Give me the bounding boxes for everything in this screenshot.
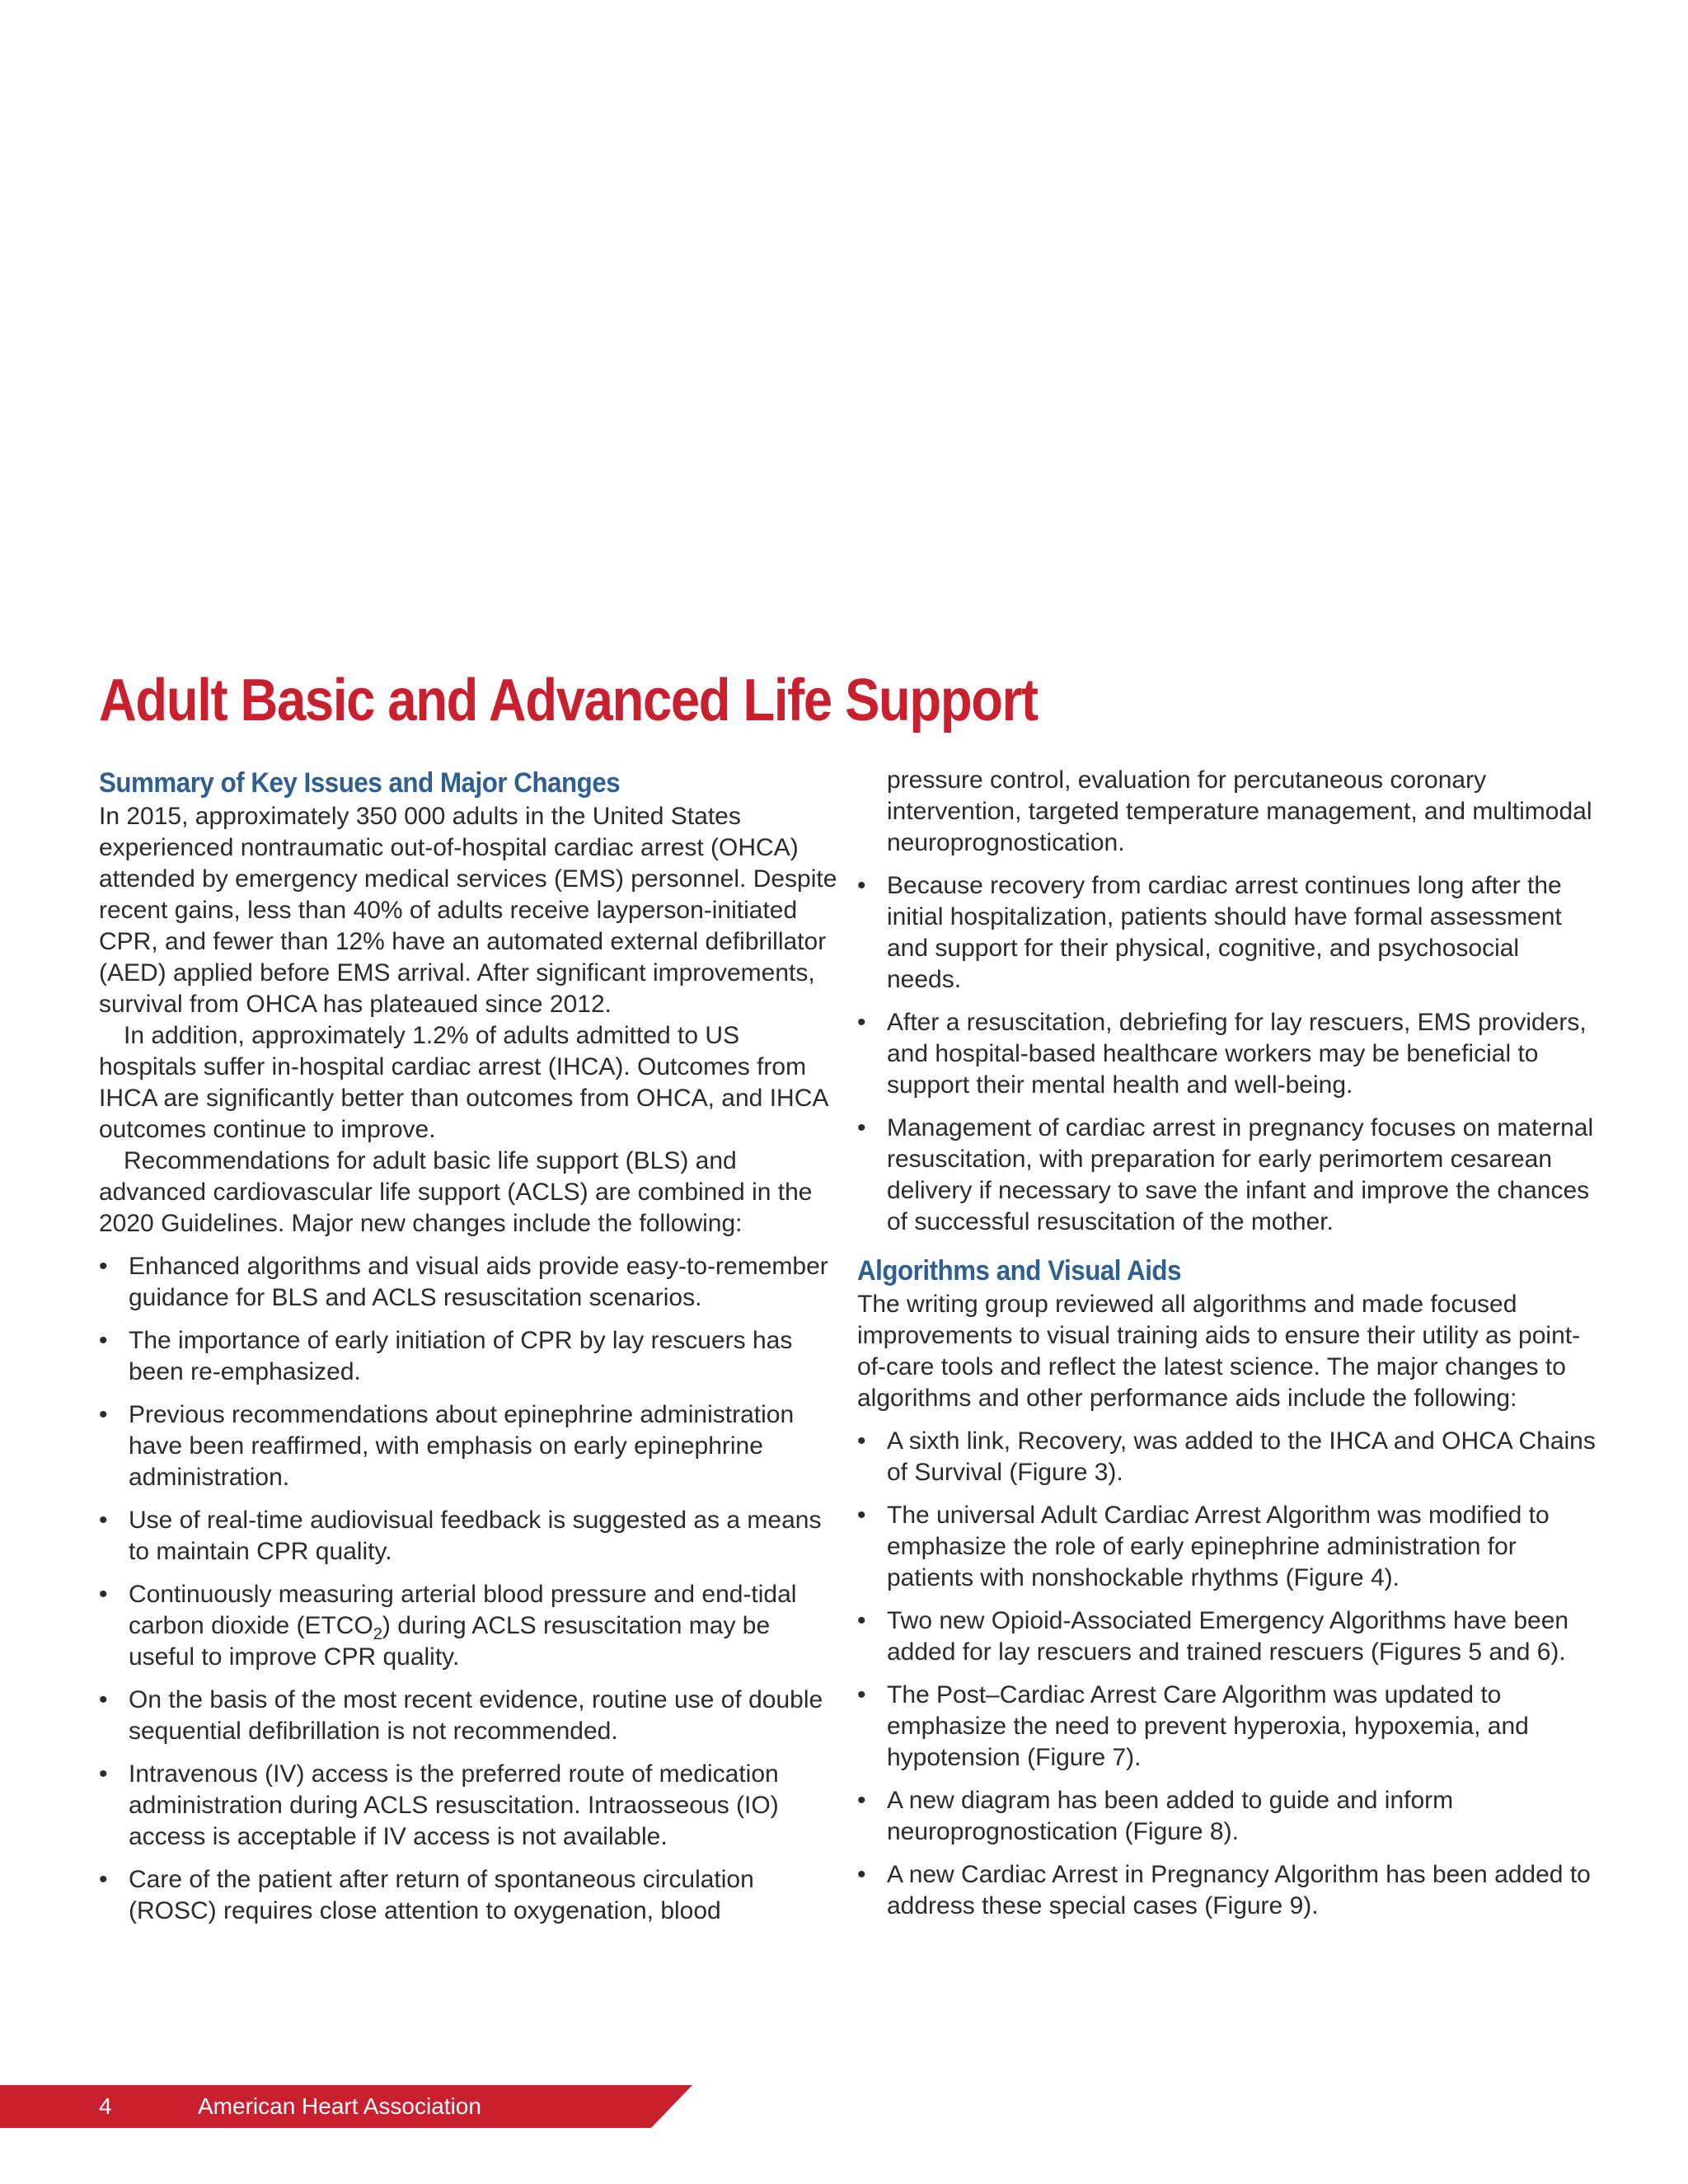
bullet-icon: • — [857, 1607, 866, 1634]
bullet-icon: • — [99, 1401, 108, 1428]
list-item: • Care of the patient after return of spontaneous circulation (ROSC) requires close attention to oxygenation, blood — [99, 1866, 754, 1924]
bullet-icon: • — [857, 1861, 866, 1888]
bullet-icon: • — [99, 1581, 108, 1608]
list-item: • On the basis of the most recent evidence, routine use of double sequential defibrillation is not recommended. — [99, 1686, 823, 1745]
list-item: • The universal Adult Cardiac Arrest Algorithm was modified to emphasize the role of early epinephrine administration for patients with nonshockable rhythms (Figure 4). — [857, 1502, 1550, 1591]
bullet-icon: • — [857, 1502, 866, 1529]
bullet-icon: • — [99, 1327, 108, 1354]
list-item-continued: pressure control, evaluation for percutaneous coronary intervention, targeted temperature management, and multimodal neuroprognostication. — [887, 766, 1592, 856]
list-item: • A new Cardiac Arrest in Pregnancy Algorithm has been added to address these special cases (Figure 9). — [857, 1861, 1591, 1919]
list-item: • Intravenous (IV) access is the preferred route of medication administration during ACLS resuscitation. Intraosseous (IO) access is acceptable if IV access is not available. — [99, 1760, 779, 1850]
list-item: • Enhanced algorithms and visual aids provide easy-to-remember guidance for BLS and ACLS resuscitation scenarios. — [99, 1253, 828, 1311]
list-item: • After a resuscitation, debriefing for lay rescuers, EMS providers, and hospital-based healthcare workers may be beneficial to support their mental health and well-being. — [857, 1009, 1587, 1099]
bullet-icon: • — [857, 1114, 866, 1141]
list-item: • The importance of early initiation of CPR by lay rescuers has been re-emphasized. — [99, 1327, 793, 1385]
bullet-icon: • — [857, 1681, 866, 1708]
page-title: Adult Basic and Advanced Life Support — [99, 668, 1038, 733]
list-item: • Management of cardiac arrest in pregnancy focuses on maternal resuscitation, with preparation for early perimortem cesarean delivery if necessary to save the infant and improve the chances of successful resuscitation of the mother. — [857, 1114, 1594, 1235]
ihca-paragraph: In addition, approximately 1.2% of adults admitted to US hospitals suffer in-hospital cardiac arrest (IHCA). Outcomes from IHCA are significantly better than outcomes from OHCA, and IHCA outcomes continue to improve. — [99, 1022, 828, 1143]
list-item: • Previous recommendations about epinephrine administration have been reaffirmed, with emphasis on early epinephrine administration. — [99, 1401, 795, 1491]
intro-paragraph: In 2015, approximately 350 000 adults in the United States experienced nontraumatic out-of-hospital cardiac arrest (OHCA) attended by emergency medical services (EMS) personnel. Despite recent gains, less than 40% of adults receive layperson-initiated CPR, and fewer than 12% have an automated external defibrillator (AED) applied before EMS arrival. After significant improvements, survival from OHCA has plateaued since 2012. — [99, 803, 837, 1018]
section-heading-key-issues: Summary of Key Issues and Major Changes — [99, 767, 621, 799]
list-item: • The Post–Cardiac Arrest Care Algorithm was updated to emphasize the need to prevent hyperoxia, hypoxemia, and hypotension (Figure 7). — [857, 1681, 1529, 1771]
list-item: • Two new Opioid-Associated Emergency Algorithms have been added for lay rescuers and trained rescuers (Figures 5 and 6). — [857, 1607, 1569, 1666]
list-item: • Because recovery from cardiac arrest continues long after the initial hospitalization, patients should have formal assessment and support for their physical, cognitive, and psychosocial needs. — [857, 872, 1562, 993]
bullet-icon: • — [857, 1427, 866, 1455]
major-changes-list — [99, 1251, 841, 1927]
bullet-icon: • — [99, 1760, 108, 1788]
list-item: • Use of real-time audiovisual feedback is suggested as a means to maintain CPR quality. — [99, 1507, 822, 1565]
continued-list — [857, 765, 1599, 1238]
left-column — [99, 765, 841, 1927]
bullet-icon: • — [857, 1787, 866, 1814]
right-column — [857, 765, 1599, 1922]
bullet-icon: • — [99, 1253, 108, 1280]
section-heading-algorithms: Algorithms and Visual Aids — [857, 1255, 1182, 1286]
list-item: • A sixth link, Recovery, was added to the IHCA and OHCA Chains of Survival (Figure 3). — [857, 1427, 1596, 1486]
subscript-2: 2 — [373, 1625, 382, 1643]
bullet-icon: • — [99, 1686, 108, 1713]
bullet-icon: • — [99, 1866, 108, 1893]
bullet-icon: • — [99, 1507, 108, 1534]
algorithms-paragraph: The writing group reviewed all algorithms and made focused improvements to visual training aids to ensure their utility as point-of-care tools and reflect the latest science. The major changes to algorithms and other performance aids include the following: — [857, 1291, 1581, 1412]
page-number: 4 — [99, 2093, 112, 2119]
list-item-etco2: • Continuously measuring arterial blood pressure and end-tidal carbon dioxide $(ETCO_2)$ during ACLS resuscitation may be useful to improve CPR quality. — [99, 1581, 797, 1671]
bullet-icon: • — [857, 1009, 866, 1036]
algorithm-changes-list — [857, 1426, 1599, 1922]
footer-organization: American Heart Association — [198, 2093, 481, 2119]
recommendations-paragraph: Recommendations for adult basic life support (BLS) and advanced cardiovascular life support (ACLS) are combined in the 2020 Guidelines. Major new changes include the following: — [99, 1147, 813, 1237]
list-item: • A new diagram has been added to guide and inform neuroprognostication (Figure 8). — [857, 1787, 1454, 1845]
bullet-icon: • — [857, 872, 866, 899]
